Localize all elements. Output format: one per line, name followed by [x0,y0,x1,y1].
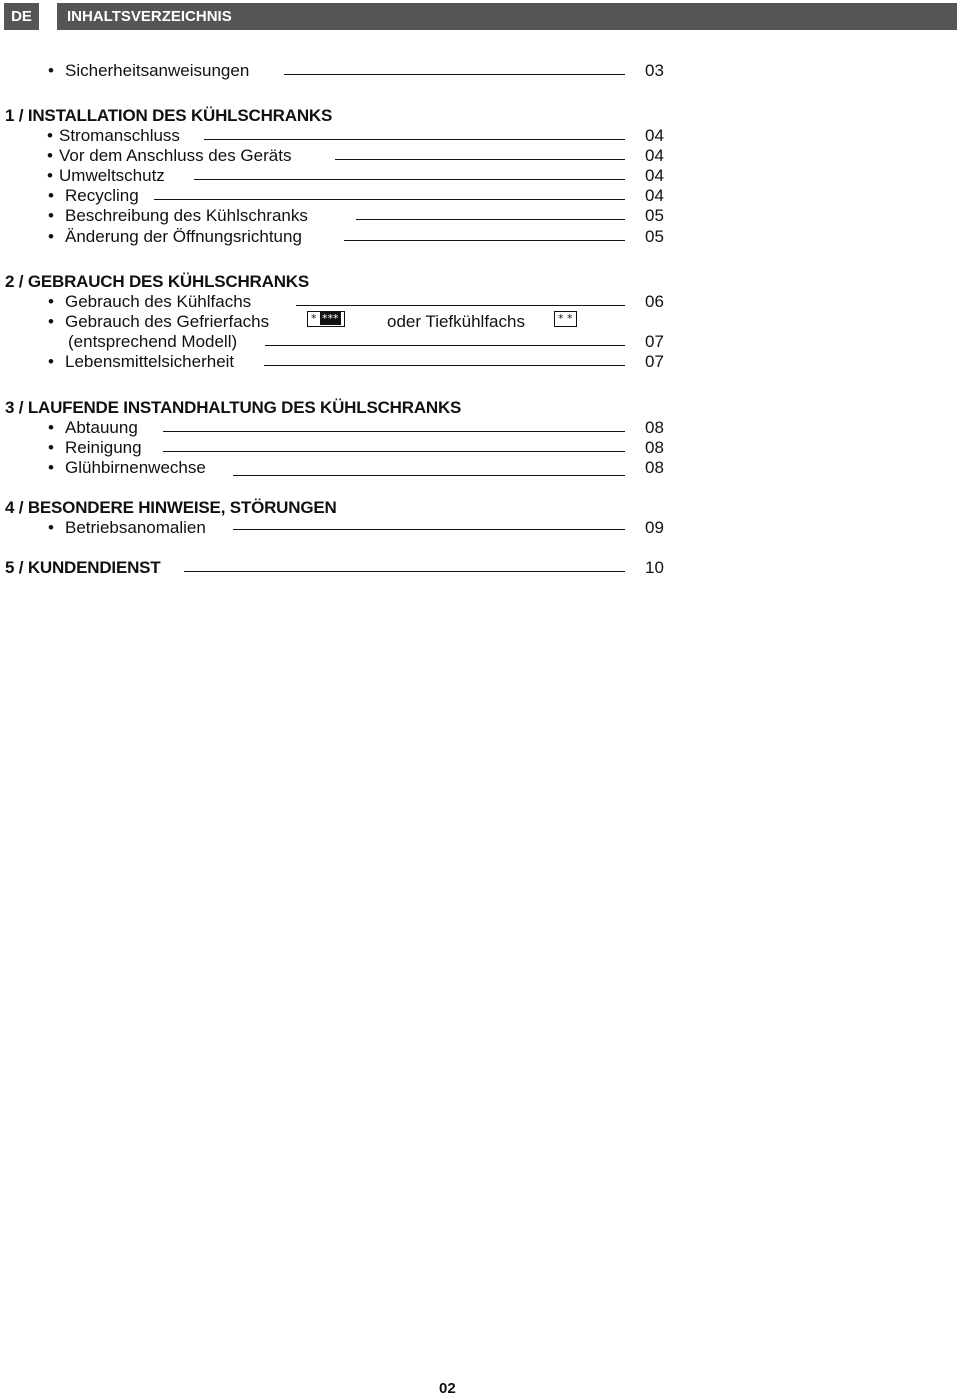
toc-entry-page: 07 [645,352,664,371]
toc-entry-page: 05 [645,227,664,246]
section-heading[interactable]: 3 / LAUFENDE INSTANDHALTUNG DES KÜHLSCHRANKS [5,398,462,417]
toc-entry-page: 09 [645,518,664,537]
leader-line [194,179,625,180]
leader-line [264,365,625,366]
section-heading[interactable]: 4 / BESONDERE HINWEISE, STÖRUNGEN [5,498,337,517]
page-header [0,0,960,31]
language-badge: DE [4,3,39,30]
toc-entry-page: 05 [645,206,664,225]
toc-entry-page: 08 [645,418,664,437]
leader-line [335,159,625,160]
bullet-icon: • [48,206,54,225]
page-number: 02 [439,1380,456,1397]
section-heading[interactable]: 2 / GEBRAUCH DES KÜHLSCHRANKS [5,272,310,291]
toc-entry-label: (entsprechend Modell) [68,332,238,351]
toc-entry-page: 07 [645,332,664,351]
deep-freeze-star-icon: * * [554,311,577,327]
toc-entry[interactable] [0,438,680,458]
toc-entry[interactable] [0,146,680,166]
toc-entry-label: Reinigung [65,438,142,457]
freezer-star-icon: * *** [307,311,345,327]
toc-entry-page: 08 [645,438,664,457]
toc-entry-page: 04 [645,146,664,165]
toc-entry[interactable] [0,61,680,81]
toc-entry[interactable] [0,166,680,186]
toc-entry-label: Änderung der Öffnungsrichtung [65,227,302,246]
toc-entry-label: Stromanschluss [59,126,180,145]
toc-entry[interactable] [0,418,680,438]
leader-line [163,431,625,432]
bullet-icon: • [48,227,54,246]
leader-line [265,345,625,346]
leader-line [184,571,625,572]
toc-entry-label: Recycling [65,186,139,205]
toc-entry-label: Betriebsanomalien [65,518,206,537]
toc-entry[interactable] [0,186,680,206]
bullet-icon: • [48,292,54,311]
bullet-icon: • [48,61,54,80]
toc-entry[interactable] [0,518,680,538]
bullet-icon: • [48,418,54,437]
toc-entry-label-continued: oder Tiefkühlfachs [387,312,525,331]
bullet-icon: • [48,458,54,477]
section-heading[interactable]: 1 / INSTALLATION DES KÜHLSCHRANKS [5,106,333,125]
leader-line [356,219,625,220]
toc-entry[interactable] [0,206,680,226]
toc-entry-label: Gebrauch des Gefrierfachs [65,312,270,331]
toc-entry-label: Beschreibung des Kühlschranks [65,206,308,225]
leader-line [163,451,625,452]
toc-entry-label: Glühbirnenwechse [65,458,206,477]
bullet-icon: • [48,352,54,371]
toc-entry-page: 04 [645,126,664,145]
toc-entry[interactable] [0,126,680,146]
leader-line [296,305,625,306]
leader-line [154,199,625,200]
toc-entry-label: Umweltschutz [59,166,165,185]
section-heading: 5 / KUNDENDIENST [5,558,161,577]
toc-entry-page: 10 [645,558,664,577]
bullet-icon: • [47,126,53,145]
leader-line [204,139,625,140]
leader-line [233,475,625,476]
toc-entry[interactable] [0,332,680,352]
toc-entry-label: Gebrauch des Kühlfachs [65,292,252,311]
bullet-icon: • [48,438,54,457]
toc-entry-page: 04 [645,166,664,185]
toc-entry[interactable] [0,292,680,312]
bullet-icon: • [48,518,54,537]
leader-line [233,529,625,530]
page-title: INHALTSVERZEICHNIS [57,3,957,30]
toc-entry-label: Lebensmittelsicherheit [65,352,235,371]
leader-line [284,74,625,75]
toc-entry-page: 08 [645,458,664,477]
toc-entry-page: 03 [645,61,664,80]
bullet-icon: • [48,312,54,331]
toc-entry[interactable] [0,458,680,478]
toc-entry-label: Sicherheitsanweisungen [65,61,250,80]
bullet-icon: • [48,186,54,205]
toc-entry-page: 06 [645,292,664,311]
bullet-icon: • [47,166,53,185]
toc-entry[interactable] [0,352,680,372]
toc-entry-page: 04 [645,186,664,205]
leader-line [344,240,625,241]
toc-entry-label: Vor dem Anschluss des Geräts [59,146,292,165]
toc-entry[interactable] [0,558,680,578]
bullet-icon: • [47,146,53,165]
toc-entry[interactable] [0,227,680,247]
toc-entry[interactable] [0,312,680,332]
toc-entry-label: Abtauung [65,418,138,437]
